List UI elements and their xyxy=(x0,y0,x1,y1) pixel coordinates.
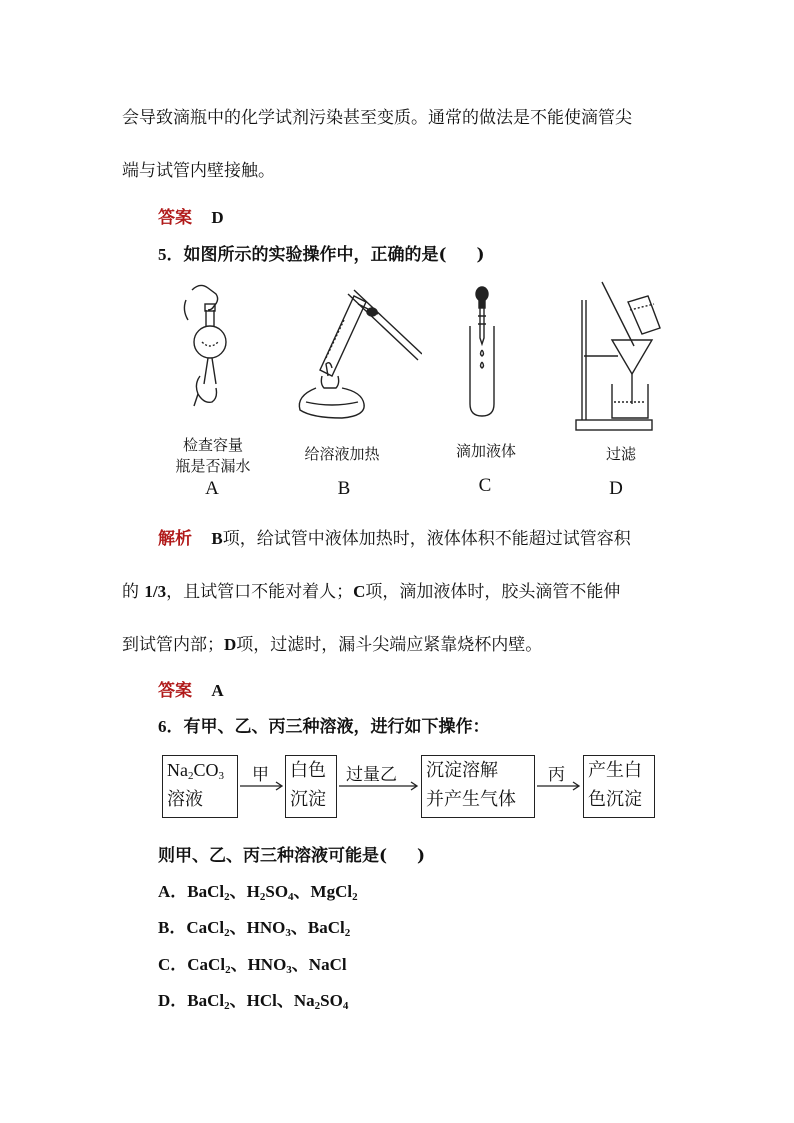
figure-letter-b: B xyxy=(337,478,351,499)
box-text: 白色 xyxy=(290,760,326,781)
q4-text-line2: 端与试管内壁接触。 xyxy=(122,161,275,181)
box-text: 沉淀溶解 xyxy=(426,760,498,781)
option-b: B．CaCl$_2$、$HNO_3$、BaCl$_2$ xyxy=(158,918,351,939)
analysis-text: D xyxy=(224,635,237,654)
q5-answer xyxy=(158,676,224,701)
analysis-text: 项，过滤时，漏斗尖端应紧靠烧杯内壁。 xyxy=(236,635,543,655)
analysis-text: ，且试管口不能对着人； xyxy=(166,582,354,602)
answer-value: D xyxy=(211,208,224,227)
question-stem: 如图所示的实验操作中，正确的是( xyxy=(183,245,447,265)
formula-text: Na xyxy=(167,760,188,780)
option-d: D．BaCl$_2$、HCl、$Na_2SO_4$ xyxy=(158,991,349,1012)
caption-c: 滴加液体 xyxy=(455,442,516,460)
question-stem: 则甲、乙、丙三种溶液可能是( xyxy=(158,846,388,866)
flow-box-white-precipitate-2 xyxy=(583,755,655,818)
dropper-figure xyxy=(462,286,502,418)
answer-label: 答案 xyxy=(158,208,192,228)
flow-box-na2co3 xyxy=(162,755,238,818)
box-text: 并产生气体 xyxy=(426,789,516,810)
formula-subscript: 3 xyxy=(218,770,225,782)
q4-text-line1: 会导致滴瓶中的化学试剂污染甚至变质。通常的做法是不能使滴管尖 xyxy=(122,108,632,128)
option-a: A．BaCl$_2$、$H_2SO_4$、MgCl$_2$ xyxy=(158,882,358,903)
answer-label: 答案 xyxy=(158,681,192,701)
analysis-text: 1/3 xyxy=(144,582,167,601)
question-paren: ) xyxy=(476,245,485,265)
q4-answer xyxy=(158,203,224,228)
caption-a-line2: 瓶是否漏水 xyxy=(175,457,251,475)
figure-letter-a: A xyxy=(205,478,219,499)
question-stem: 有甲、乙、丙三种溶液，进行如下操作： xyxy=(183,717,490,737)
flow-arrow-label-excess-yi: 过量乙 xyxy=(346,765,397,785)
q5-analysis-line2 xyxy=(122,577,620,602)
volumetric-flask-figure xyxy=(172,280,252,420)
caption-d: 过滤 xyxy=(605,445,636,463)
analysis-text: 的 xyxy=(122,582,139,602)
question-number: 6． xyxy=(158,717,184,736)
flow-arrow-label-jia: 甲 xyxy=(252,765,269,785)
box-text: 溶液 xyxy=(167,789,203,810)
flow-arrow xyxy=(337,780,421,792)
flow-arrow xyxy=(535,780,583,792)
caption-b: 给溶液加热 xyxy=(304,445,380,463)
analysis-label: 解析 xyxy=(158,529,192,549)
figure-letter-c: C xyxy=(478,475,492,496)
q5-stem xyxy=(158,240,485,265)
analysis-text: 到试管内部； xyxy=(122,635,224,655)
question-paren: ) xyxy=(417,846,426,866)
analysis-text: 项，给试管中液体加热时，液体体积不能超过试管容积 xyxy=(222,529,631,549)
q6-stem xyxy=(158,712,490,737)
flow-box-dissolve-gas xyxy=(421,755,535,818)
flow-box-white-precipitate xyxy=(285,755,337,818)
box-text: 沉淀 xyxy=(290,789,326,810)
caption-a-line1: 检查容量 xyxy=(182,436,243,454)
q5-analysis-line3 xyxy=(122,630,542,655)
analysis-text: 项，滴加液体时，胶头滴管不能伸 xyxy=(365,582,621,602)
box-text: 色沉淀 xyxy=(588,789,642,810)
option-c: C．CaCl$_2$、$HNO_3$、NaCl xyxy=(158,955,347,976)
filtration-figure xyxy=(572,280,672,434)
q6-question xyxy=(158,841,425,866)
heating-test-tube-figure xyxy=(292,284,422,419)
analysis-text: C xyxy=(353,582,366,601)
answer-value: A xyxy=(211,681,224,700)
formula-text: CO xyxy=(193,760,219,780)
formula-subscript: 2 xyxy=(188,770,194,782)
flow-arrow-label-bing: 丙 xyxy=(548,765,565,785)
flow-arrow xyxy=(238,780,286,792)
figure-letter-d: D xyxy=(609,478,623,499)
question-number: 5． xyxy=(158,245,184,264)
analysis-text: B xyxy=(211,529,223,548)
box-text: 产生白 xyxy=(588,760,642,781)
q5-analysis-line1 xyxy=(158,524,631,549)
